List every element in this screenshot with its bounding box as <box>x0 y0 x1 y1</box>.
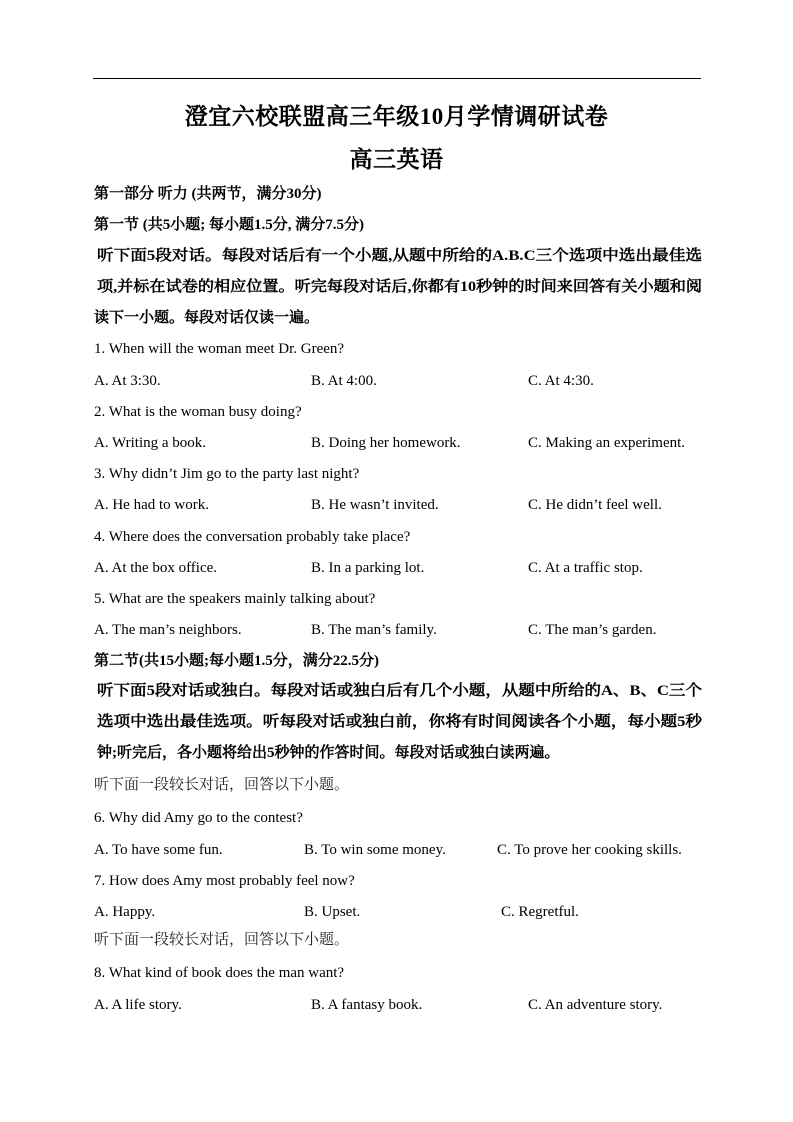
section2-instruction-line-1 <box>97 681 702 701</box>
part1-heading: 第一部分 听力 (共两节，满分30分) <box>94 186 322 202</box>
section1-instruction-line-1 <box>97 246 702 266</box>
question-5: 5. What are the speakers mainly talking about? <box>94 591 376 607</box>
question-3-option-b: B. He wasn’t invited. <box>311 497 439 513</box>
section1-instruction-line-3: 读下一小题。每段对话仅读一遍。 <box>94 310 320 326</box>
question-8-option-c: C. An adventure story. <box>528 997 663 1013</box>
question-8: 8. What kind of book does the man want? <box>94 965 345 981</box>
question-4: 4. Where does the conversation probably take place? <box>94 529 411 545</box>
question-4-option-a: A. At the box office. <box>94 560 218 576</box>
section1-heading: 第一节 (共5小题; 每小题1.5分, 满分7.5分) <box>94 217 364 233</box>
question-7-option-a: A. Happy. <box>94 904 156 920</box>
question-1-option-a: A. At 3:30. <box>94 373 161 389</box>
question-6-option-c: C. To prove her cooking skills. <box>497 842 682 858</box>
section2-instruction-line-3: 钟;听完后，各小题将给出5秒钟的作答时间。每段对话或独白读两遍。 <box>97 745 560 761</box>
question-6: 6. Why did Amy go to the contest? <box>94 810 303 826</box>
question-5-option-b: B. The man’s family. <box>311 622 437 638</box>
question-7-option-b: B. Upset. <box>304 904 361 920</box>
question-2: 2. What is the woman busy doing? <box>94 404 302 420</box>
question-1-option-c: C. At 4:30. <box>528 373 594 389</box>
listening-note-2: 听下面一段较长对话，回答以下小题。 <box>94 932 350 948</box>
listening-note-1: 听下面一段较长对话，回答以下小题。 <box>94 777 350 793</box>
instruction-text: 选项中选出最佳选项。听每段对话或独白前，你将有时间阅读各个小题，每小题5秒 <box>97 714 702 730</box>
question-3: 3. Why didn’t Jim go to the party last night? <box>94 466 360 482</box>
question-2-option-a: A. Writing a book. <box>94 435 207 451</box>
question-4-option-c: C. At a traffic stop. <box>528 560 643 576</box>
header-rule <box>93 78 701 79</box>
question-2-option-b: B. Doing her homework. <box>311 435 461 451</box>
question-5-option-c: C. The man’s garden. <box>528 622 657 638</box>
question-7-option-c: C. Regretful. <box>501 904 579 920</box>
instruction-text: 听下面5段对话。每段对话后有一个小题,从题中所给的A.B.C三个选项中选出最佳选 <box>97 248 702 264</box>
exam-subtitle: 高三英语 <box>349 147 444 172</box>
question-6-option-b: B. To win some money. <box>304 842 446 858</box>
question-8-option-b: B. A fantasy book. <box>311 997 423 1013</box>
question-5-option-a: A. The man’s neighbors. <box>94 622 242 638</box>
section1-instruction-line-2 <box>97 277 702 297</box>
question-4-option-b: B. In a parking lot. <box>311 560 425 576</box>
question-7: 7. How does Amy most probably feel now? <box>94 873 355 889</box>
section2-heading: 第二节(共15小题;每小题1.5分，满分22.5分) <box>94 653 379 669</box>
question-3-option-a: A. He had to work. <box>94 497 209 513</box>
question-3-option-c: C. He didn’t feel well. <box>528 497 662 513</box>
instruction-text: 项,并标在试卷的相应位置。听完每段对话后,你都有10秒钟的时间来回答有关小题和阅 <box>97 279 702 295</box>
question-1: 1. When will the woman meet Dr. Green? <box>94 341 345 357</box>
question-8-option-a: A. A life story. <box>94 997 182 1013</box>
question-6-option-a: A. To have some fun. <box>94 842 223 858</box>
section2-instruction-line-2 <box>97 712 702 732</box>
question-1-option-b: B. At 4:00. <box>311 373 377 389</box>
instruction-text: 听下面5段对话或独白。每段对话或独白后有几个小题，从题中所给的A、B、C三个 <box>97 683 702 699</box>
question-2-option-c: C. Making an experiment. <box>528 435 686 451</box>
exam-title: 澄宜六校联盟高三年级10月学情调研试卷 <box>184 104 609 129</box>
